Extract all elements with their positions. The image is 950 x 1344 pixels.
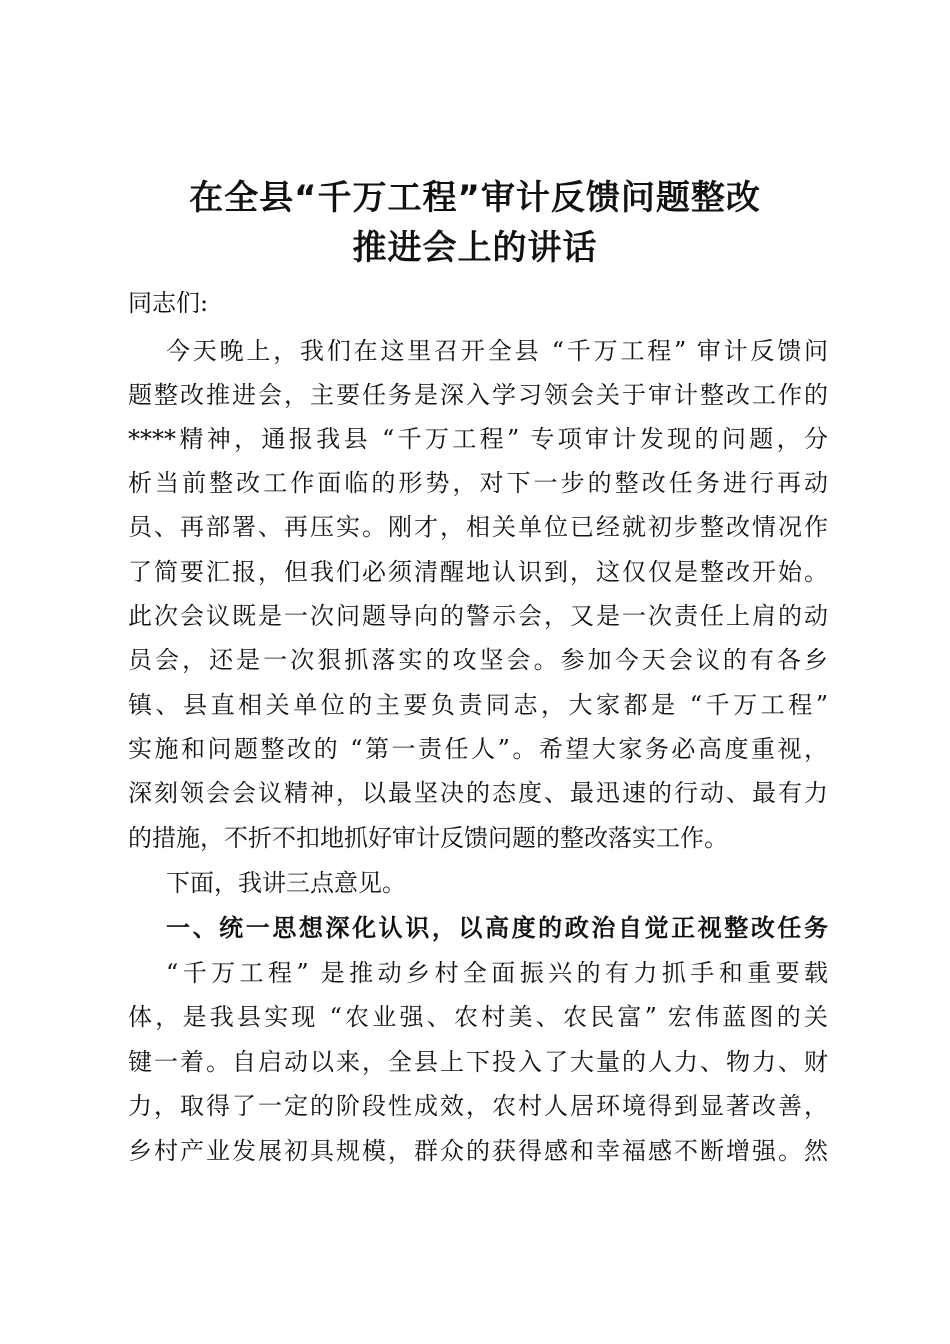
paragraph-2: 下面，我讲三点意见。: [166, 869, 406, 897]
paragraph-1-line: 实施和问题整改的 “第一责任人”。希望大家务必高度重视，: [128, 735, 828, 763]
paragraph-1-line: 镇、县直相关单位的主要负责同志，大家都是 “千万工程”: [128, 691, 828, 719]
section-1-heading: 一、统一思想深化认识，以高度的政治自觉正视整改任务: [166, 914, 828, 942]
paragraph-1-line: 今天晚上，我们在这里召开全县 “千万工程” 审计反馈问: [166, 337, 828, 365]
paragraph-3-line: 体，是我县实现 “农业强、农村美、农民富” 宏伟蓝图的关: [128, 1003, 828, 1031]
paragraph-3-line: 乡村产业发展初具规模，群众的获得感和幸福感不断增强。然: [128, 1137, 828, 1165]
document-title-line-2: 推进会上的讲话: [352, 228, 598, 268]
paragraph-1-line: ****精神，通报我县 “千万工程” 专项审计发现的问题，分: [128, 425, 828, 453]
document-title-line-1: 在全县“千万工程”审计反馈问题整改: [189, 178, 761, 218]
paragraph-1-line: 题整改推进会，主要任务是深入学习领会关于审计整改工作的: [128, 381, 828, 409]
paragraph-1-line: 员、再部署、再压实。刚才，相关单位已经就初步整改情况作: [128, 513, 828, 541]
paragraph-1-line: 的措施，不折不扣地抓好审计反馈问题的整改落实工作。: [128, 824, 728, 852]
paragraph-1-line: 深刻领会会议精神，以最坚决的态度、最迅速的行动、最有力: [128, 779, 828, 807]
paragraph-1-line: 了简要汇报，但我们必须清醒地认识到，这仅仅是整改开始。: [128, 558, 828, 586]
paragraph-1-line: 此次会议既是一次问题导向的警示会，又是一次责任上肩的动: [128, 602, 828, 630]
paragraph-3-line: “千万工程” 是推动乡村全面振兴的有力抓手和重要载: [166, 959, 828, 987]
paragraph-1-line: 析当前整改工作面临的形势，对下一步的整改任务进行再动: [128, 469, 828, 497]
paragraph-1-line: 员会，还是一次狠抓落实的攻坚会。参加今天会议的有各乡: [128, 646, 828, 674]
paragraph-3-line: 键一着。自启动以来，全县上下投入了大量的人力、物力、财: [128, 1048, 828, 1076]
paragraph-3-line: 力，取得了一定的阶段性成效，农村人居环境得到显著改善，: [128, 1092, 828, 1120]
salutation: 同志们:: [128, 289, 209, 317]
